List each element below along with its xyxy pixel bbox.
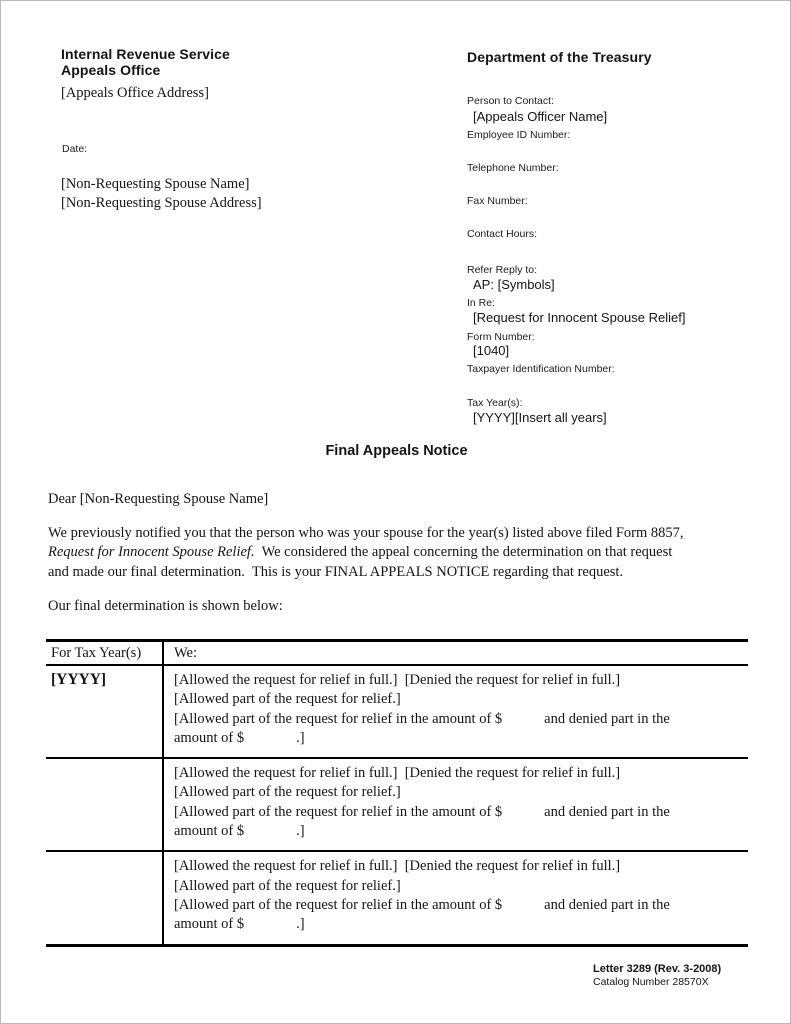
option-line-3-pre: [Allowed part of the request for relief in the amount of $ [174,803,503,820]
option-line: [Allowed the request for relief in full.] [Denied the request for relief in full.] [174,672,621,688]
option-line-4-post: .] [296,823,305,840]
person-to-contact-label: Person to Contact: [467,95,554,107]
determination-options [164,666,748,757]
table-row-1 [46,666,748,759]
determination-options [164,759,748,850]
tin-label: Taxpayer Identification Number: [467,363,615,375]
telephone-label: Telephone Number: [467,162,559,174]
determination-table [46,639,748,947]
agency-office: Appeals Office [61,62,161,78]
date-label: Date: [62,143,88,155]
column-header-we: We: [174,645,197,661]
paragraph-line-2 [48,543,684,562]
table-row-3 [46,852,748,943]
option-line [174,710,742,729]
option-line [174,822,742,841]
in-re-value: [Request for Innocent Spouse Relief] [473,310,686,325]
agency-name: Internal Revenue Service [61,46,230,62]
tax-year-empty [46,852,164,943]
appeals-office-address: [Appeals Office Address] [61,85,209,101]
option-line: [Allowed part of the request for relief.] [174,784,401,801]
fax-label: Fax Number: [467,195,528,207]
in-re-label: In Re: [467,297,496,309]
form-number-value: [1040] [473,343,510,358]
option-line-4-post: .] [296,916,305,933]
recipient-name: [Non-Requesting Spouse Name] [61,176,250,192]
person-to-contact-value: [Appeals Officer Name] [473,109,608,124]
table-header-row [46,642,748,666]
refer-reply-prefix: AP: [473,277,494,292]
refer-reply-value [473,277,555,292]
refer-reply-label: Refer Reply to: [467,264,538,276]
option-line: [Allowed the request for relief in full.] [Denied the request for relief in full.] [174,858,621,875]
paragraph-line-1: We previously notified you that the person who was your spouse for the year(s) listed above filed Form 8857, [48,525,684,541]
option-line [174,896,742,915]
letter-number: Letter 3289 (Rev. 3-2008) [593,963,722,975]
agency-block [61,46,230,78]
recipient-block [61,175,262,212]
tax-year-empty [46,759,164,850]
option-line-3-post: and denied part in the [544,710,670,727]
refer-reply-symbols: [Symbols] [497,277,555,292]
option-line-4-pre: amount of $ [174,729,245,746]
contact-hours-label: Contact Hours: [467,228,538,240]
tax-years-label: Tax Year(s): [467,397,523,409]
option-line: [Allowed part of the request for relief.] [174,877,401,894]
determination-options [164,852,748,943]
table-row-2 [46,759,748,852]
body-paragraph [48,524,684,582]
italic-form-title: Request for Innocent Spouse Relief. [48,544,255,561]
paragraph-line-2-rest: We considered the appeal concerning the determination on that request [254,544,673,561]
option-line [174,729,742,748]
option-line-4-pre: amount of $ [174,823,245,840]
option-line-4-pre: amount of $ [174,916,245,933]
tax-years-value: [YYYY][Insert all years] [473,410,607,425]
form-number-label: Form Number: [467,331,535,343]
catalog-number: Catalog Number 28570X [593,976,709,988]
department-title: Department of the Treasury [467,49,652,65]
recipient-address: [Non-Requesting Spouse Address] [61,194,262,211]
option-line-4-post: .] [296,729,305,746]
salutation: Dear [Non-Requesting Spouse Name] [48,491,269,507]
option-line: [Allowed the request for relief in full.] [Denied the request for relief in full.] [174,765,621,782]
page-title: Final Appeals Notice [325,443,468,459]
determination-intro: Our final determination is shown below: [48,598,283,614]
option-line-3-post: and denied part in the [544,803,670,820]
footer-block [593,963,721,989]
column-header-tax-years: For Tax Year(s) [46,642,164,664]
paragraph-line-3: and made our final determination. This is your FINAL APPEALS NOTICE regarding that request. [48,563,624,580]
tax-year-value: [YYYY] [51,671,107,688]
option-line [174,803,742,822]
employee-id-label: Employee ID Number: [467,129,571,141]
option-line-3-post: and denied part in the [544,896,670,913]
option-line [174,915,742,934]
option-line: [Allowed part of the request for relief.] [174,691,401,708]
option-line-3-pre: [Allowed part of the request for relief in the amount of $ [174,896,503,913]
option-line-3-pre: [Allowed part of the request for relief in the amount of $ [174,710,503,727]
